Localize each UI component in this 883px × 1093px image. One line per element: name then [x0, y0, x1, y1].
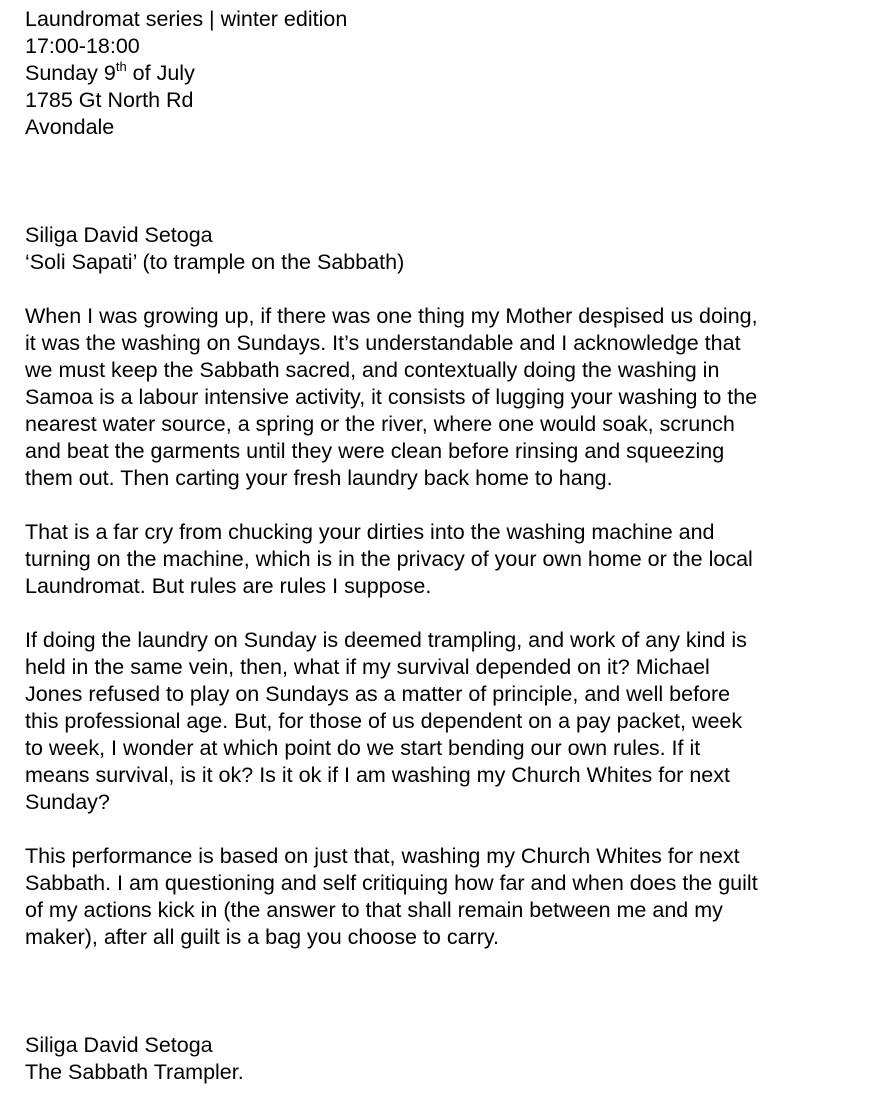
spacer: [25, 816, 870, 843]
paragraph-line: Sabbath. I am questioning and self critiquing how far and when does the guilt: [25, 871, 758, 895]
paragraph-2: [25, 519, 870, 600]
paragraph-line: nearest water source, a spring or the river, where one would soak, scrunch: [25, 412, 735, 436]
document-page: [25, 6, 870, 1086]
spacer: [25, 600, 870, 627]
paragraph-3: [25, 627, 870, 816]
spacer: [25, 951, 870, 1032]
paragraph-line: Sunday?: [25, 790, 110, 814]
paragraph-line: When I was growing up, if there was one thing my Mother despised us doing,: [25, 304, 758, 328]
paragraph-line: means survival, is it ok? Is it ok if I am washing my Church Whites for next: [25, 763, 730, 787]
paragraph-line: This performance is based on just that, washing my Church Whites for next: [25, 844, 740, 868]
event-date-day: Sunday 9: [25, 61, 116, 85]
paragraph-line: to week, I wonder at which point do we start bending our own rules. If it: [25, 736, 701, 760]
paragraph-line: If doing the laundry on Sunday is deemed trampling, and work of any kind is: [25, 628, 747, 652]
paragraph-line: this professional age. But, for those of us dependent on a pay packet, week: [25, 709, 743, 733]
work-heading: [25, 222, 870, 276]
event-date: [25, 60, 870, 87]
event-title: Laundromat series | winter edition: [25, 7, 348, 31]
signature-name: Siliga David Setoga: [25, 1033, 213, 1057]
spacer: [25, 141, 870, 222]
artist-name: Siliga David Setoga: [25, 223, 213, 247]
spacer: [25, 492, 870, 519]
work-title: ‘Soli Sapati’ (to trample on the Sabbath): [25, 250, 405, 274]
event-date-rest: of July: [126, 61, 195, 85]
signature-epithet: The Sabbath Trampler.: [25, 1060, 244, 1084]
paragraph-line: held in the same vein, then, what if my survival depended on it? Michael: [25, 655, 710, 679]
paragraph-line: That is a far cry from chucking your dirties into the washing machine and: [25, 520, 715, 544]
paragraph-line: turning on the machine, which is in the privacy of your own home or the local: [25, 547, 753, 571]
paragraph-line: Jones refused to play on Sundays as a matter of principle, and well before: [25, 682, 731, 706]
paragraph-4: [25, 843, 870, 951]
paragraph-line: we must keep the Sabbath sacred, and contextually doing the washing in: [25, 358, 720, 382]
paragraph-line: it was the washing on Sundays. It’s understandable and I acknowledge that: [25, 331, 741, 355]
paragraph-line: Samoa is a labour intensive activity, it consists of lugging your washing to the: [25, 385, 758, 409]
signature-block: [25, 1032, 870, 1086]
event-details: [25, 6, 870, 141]
paragraph-line: and beat the garments until they were clean before rinsing and squeezing: [25, 439, 725, 463]
paragraph-1: [25, 303, 870, 492]
paragraph-line: them out. Then carting your fresh laundry back home to hang.: [25, 466, 613, 490]
paragraph-line: of my actions kick in (the answer to that shall remain between me and my: [25, 898, 723, 922]
paragraph-line: maker), after all guilt is a bag you choose to carry.: [25, 925, 500, 949]
spacer: [25, 276, 870, 303]
event-time: 17:00-18:00: [25, 34, 140, 58]
event-address-line2: Avondale: [25, 115, 115, 139]
event-date-suffix: th: [115, 59, 127, 74]
event-address-line1: 1785 Gt North Rd: [25, 88, 194, 112]
paragraph-line: Laundromat. But rules are rules I suppose.: [25, 574, 432, 598]
